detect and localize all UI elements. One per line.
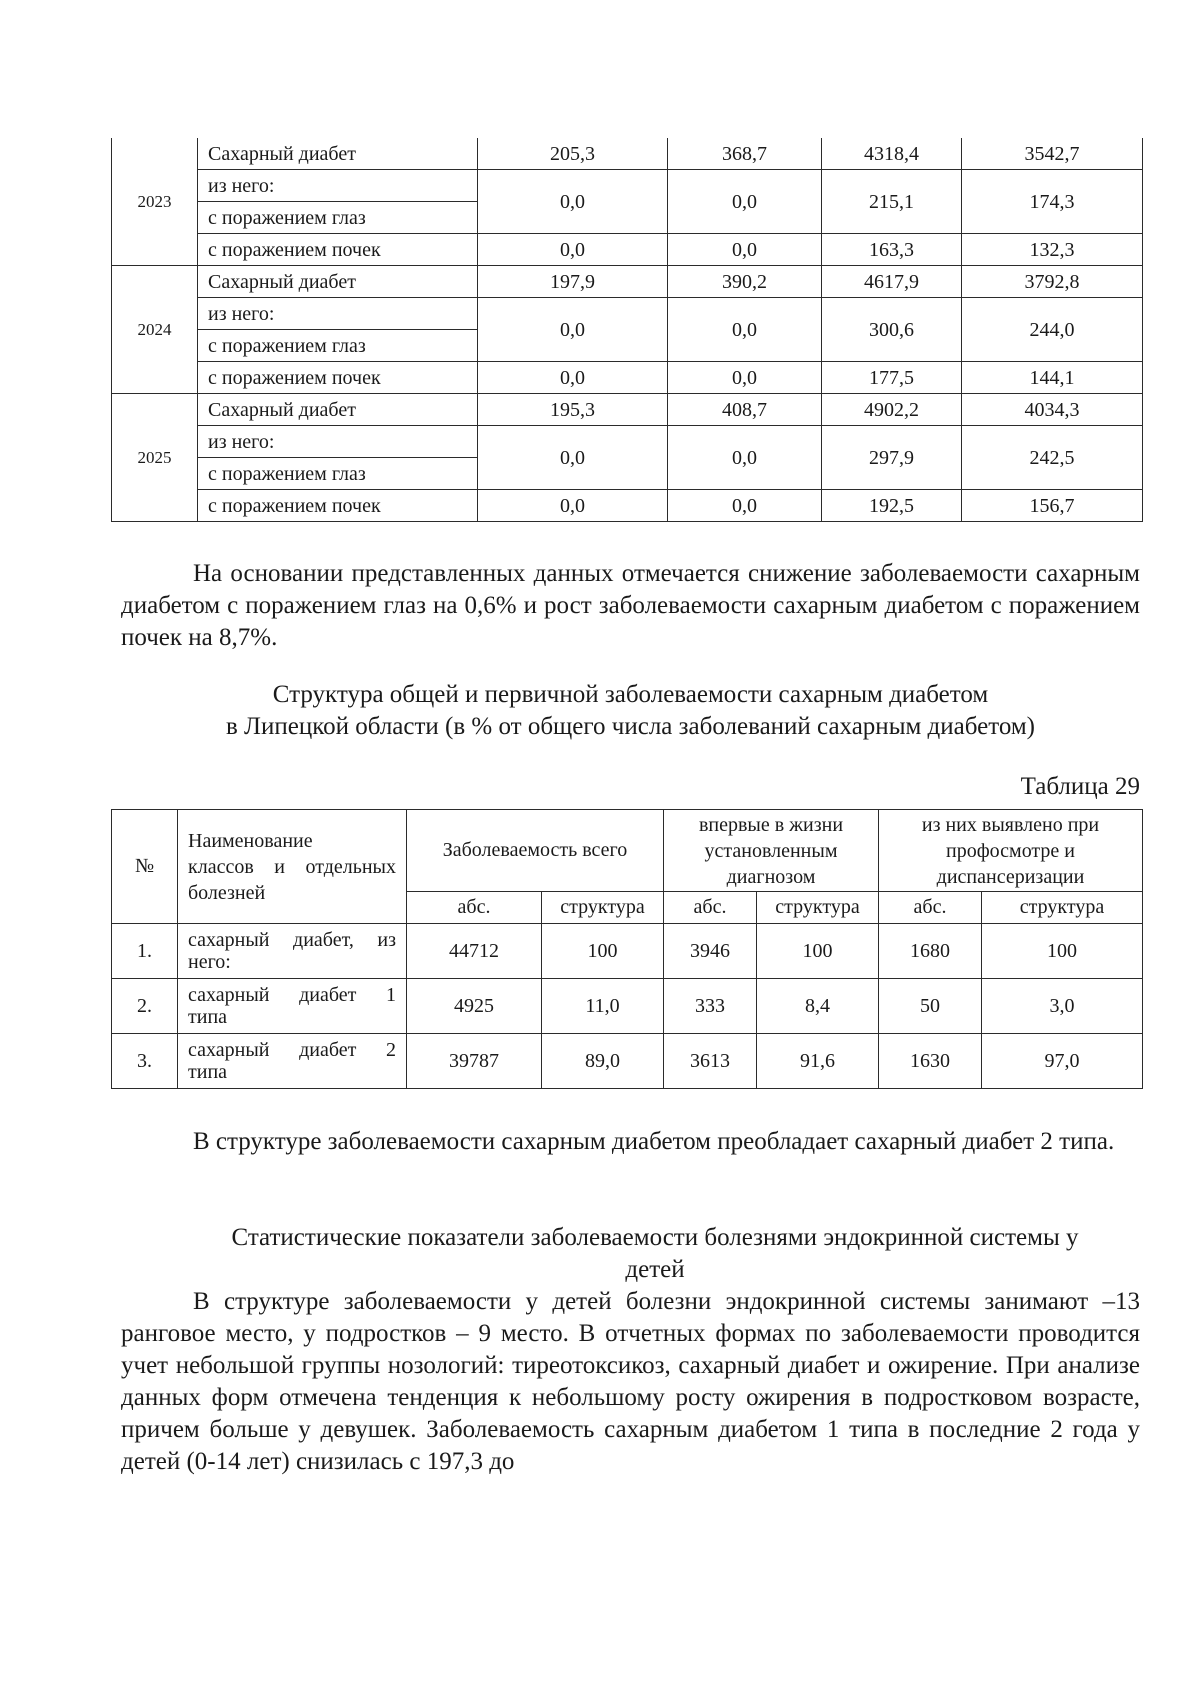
row-label: с поражением глаз bbox=[198, 330, 478, 362]
row-number: 2. bbox=[112, 979, 178, 1034]
value-cell: 11,0 bbox=[542, 979, 664, 1034]
value-cell: 0,0 bbox=[478, 234, 668, 266]
value-cell: 0,0 bbox=[478, 298, 668, 362]
header-line: впервые в жизни bbox=[698, 813, 844, 836]
value-cell: 244,0 bbox=[962, 298, 1143, 362]
value-cell: 44712 bbox=[407, 924, 542, 979]
row-name-line: сахарный диабет 2 bbox=[188, 1039, 396, 1061]
incidence-table-continuation bbox=[111, 138, 1143, 522]
section-heading-1 bbox=[121, 679, 1140, 743]
value-cell: 242,5 bbox=[962, 426, 1143, 490]
value-cell: 3792,8 bbox=[962, 266, 1143, 298]
row-name bbox=[178, 979, 407, 1034]
heading-line: детей bbox=[625, 1256, 685, 1283]
value-cell: 50 bbox=[879, 979, 982, 1034]
value-cell: 205,3 bbox=[478, 138, 668, 170]
subheader-structure: структура bbox=[542, 892, 664, 924]
table-row bbox=[112, 234, 1143, 266]
table-row bbox=[112, 298, 1143, 330]
header-line: диспансеризации bbox=[936, 865, 1085, 888]
value-cell: 0,0 bbox=[478, 490, 668, 522]
value-cell: 195,3 bbox=[478, 394, 668, 426]
value-cell: 333 bbox=[664, 979, 757, 1034]
value-cell: 297,9 bbox=[822, 426, 962, 490]
value-cell: 1680 bbox=[879, 924, 982, 979]
paragraph-3-text: В структуре заболеваемости у детей болезни эндокринной системы занимают –13 ранговое место, у подростков – 9 место. В отчетных формах по заболеваемости проводится учет небольшой группы нозологий: тиреотоксикоз, сахарный диабет и ожирение. При анализе данных форм отмечена тенденция к небольшому росту ожирения в подростковом возрасте, причем больше у девушек. Заболеваемость сахарным диабетом 1 типа в последние 2 года у детей (0-14 лет) снизилась с 197,3 до bbox=[121, 1288, 1140, 1475]
row-label: с поражением почек bbox=[198, 362, 478, 394]
row-label: Сахарный диабет bbox=[198, 138, 478, 170]
heading-line: в Липецкой области (в % от общего числа заболеваний сахарным диабетом) bbox=[225, 713, 1036, 740]
row-name bbox=[178, 1034, 407, 1089]
value-cell: 174,3 bbox=[962, 170, 1143, 234]
value-cell: 97,0 bbox=[982, 1034, 1143, 1089]
value-cell: 4034,3 bbox=[962, 394, 1143, 426]
header-first-diagnosis bbox=[664, 810, 879, 892]
value-cell: 390,2 bbox=[668, 266, 822, 298]
table-row bbox=[112, 394, 1143, 426]
value-cell: 156,7 bbox=[962, 490, 1143, 522]
value-cell: 100 bbox=[542, 924, 664, 979]
value-cell: 192,5 bbox=[822, 490, 962, 522]
row-name-line: типа bbox=[188, 1006, 228, 1028]
table-row bbox=[112, 362, 1143, 394]
value-cell: 4617,9 bbox=[822, 266, 962, 298]
value-cell: 3613 bbox=[664, 1034, 757, 1089]
value-cell: 0,0 bbox=[668, 234, 822, 266]
row-label: из него: bbox=[198, 170, 478, 202]
value-cell: 4925 bbox=[407, 979, 542, 1034]
paragraph-2-text: В структуре заболеваемости сахарным диабетом преобладает сахарный диабет 2 типа. bbox=[193, 1128, 1115, 1155]
subheader-structure: структура bbox=[757, 892, 879, 924]
table-header-row bbox=[112, 810, 1143, 892]
value-cell: 100 bbox=[982, 924, 1143, 979]
value-cell: 100 bbox=[757, 924, 879, 979]
value-cell: 0,0 bbox=[668, 426, 822, 490]
value-cell: 0,0 bbox=[668, 170, 822, 234]
heading-line: Статистические показатели заболеваемости болезнями эндокринной системы у bbox=[231, 1224, 1079, 1251]
header-name-line: Наименование bbox=[188, 829, 313, 852]
table-row bbox=[112, 426, 1143, 458]
header-name bbox=[178, 810, 407, 924]
value-cell: 0,0 bbox=[478, 362, 668, 394]
table-row bbox=[112, 1034, 1143, 1089]
header-checkup bbox=[879, 810, 1143, 892]
value-cell: 3946 bbox=[664, 924, 757, 979]
table-row bbox=[112, 979, 1143, 1034]
header-total: Заболеваемость всего bbox=[407, 810, 664, 892]
value-cell: 0,0 bbox=[668, 298, 822, 362]
value-cell: 177,5 bbox=[822, 362, 962, 394]
row-label: Сахарный диабет bbox=[198, 266, 478, 298]
value-cell: 91,6 bbox=[757, 1034, 879, 1089]
header-name-line: классов и отдельных bbox=[188, 855, 396, 878]
year-cell: 2025 bbox=[112, 394, 198, 522]
row-number: 3. bbox=[112, 1034, 178, 1089]
value-cell: 89,0 bbox=[542, 1034, 664, 1089]
value-cell: 368,7 bbox=[668, 138, 822, 170]
row-label: с поражением почек bbox=[198, 234, 478, 266]
value-cell: 39787 bbox=[407, 1034, 542, 1089]
row-label: Сахарный диабет bbox=[198, 394, 478, 426]
value-cell: 300,6 bbox=[822, 298, 962, 362]
table-row bbox=[112, 266, 1143, 298]
value-cell: 4902,2 bbox=[822, 394, 962, 426]
paragraph-3 bbox=[121, 1286, 1140, 1478]
row-name bbox=[178, 924, 407, 979]
row-name-line: типа bbox=[188, 1061, 228, 1083]
paragraph-1-text: На основании представленных данных отмечается снижение заболеваемости сахарным диабетом с поражением глаз на 0,6% и рост заболеваемости сахарным диабетом с поражением почек на 8,7%. bbox=[121, 560, 1140, 651]
table-row bbox=[112, 138, 1143, 170]
value-cell: 215,1 bbox=[822, 170, 962, 234]
value-cell: 144,1 bbox=[962, 362, 1143, 394]
table-row bbox=[112, 490, 1143, 522]
diabetes-structure-table bbox=[111, 809, 1143, 1089]
row-label: с поражением глаз bbox=[198, 202, 478, 234]
value-cell: 3,0 bbox=[982, 979, 1143, 1034]
value-cell: 4318,4 bbox=[822, 138, 962, 170]
row-label: из него: bbox=[198, 298, 478, 330]
paragraph-2 bbox=[121, 1126, 1140, 1158]
heading-line: Структура общей и первичной заболеваемости сахарным диабетом bbox=[272, 681, 989, 708]
value-cell: 0,0 bbox=[478, 170, 668, 234]
row-name-line: сахарный диабет, из bbox=[188, 929, 396, 951]
subheader-structure: структура bbox=[982, 892, 1143, 924]
row-name-line: него: bbox=[188, 951, 231, 973]
value-cell: 8,4 bbox=[757, 979, 879, 1034]
subheader-abs: абс. bbox=[879, 892, 982, 924]
value-cell: 197,9 bbox=[478, 266, 668, 298]
section-heading-2 bbox=[160, 1222, 1150, 1286]
row-label: из него: bbox=[198, 426, 478, 458]
header-line: установленным bbox=[704, 839, 838, 862]
header-line: профосмотре и bbox=[946, 839, 1075, 862]
paragraph-1 bbox=[121, 558, 1140, 654]
value-cell: 0,0 bbox=[478, 426, 668, 490]
row-label: с поражением глаз bbox=[198, 458, 478, 490]
value-cell: 163,3 bbox=[822, 234, 962, 266]
value-cell: 0,0 bbox=[668, 362, 822, 394]
table-label: Таблица 29 bbox=[1020, 773, 1140, 800]
year-cell: 2023 bbox=[112, 138, 198, 266]
year-cell: 2024 bbox=[112, 266, 198, 394]
row-number: 1. bbox=[112, 924, 178, 979]
subheader-abs: абс. bbox=[664, 892, 757, 924]
table-row bbox=[112, 170, 1143, 202]
value-cell: 408,7 bbox=[668, 394, 822, 426]
value-cell: 3542,7 bbox=[962, 138, 1143, 170]
header-line: диагнозом bbox=[726, 865, 816, 888]
value-cell: 1630 bbox=[879, 1034, 982, 1089]
row-name-line: сахарный диабет 1 bbox=[188, 984, 396, 1006]
header-number: № bbox=[112, 810, 178, 924]
header-name-line: болезней bbox=[188, 881, 266, 904]
header-line: из них выявлено при bbox=[921, 813, 1100, 836]
subheader-abs: абс. bbox=[407, 892, 542, 924]
row-label: с поражением почек bbox=[198, 490, 478, 522]
table-row bbox=[112, 924, 1143, 979]
value-cell: 132,3 bbox=[962, 234, 1143, 266]
value-cell: 0,0 bbox=[668, 490, 822, 522]
